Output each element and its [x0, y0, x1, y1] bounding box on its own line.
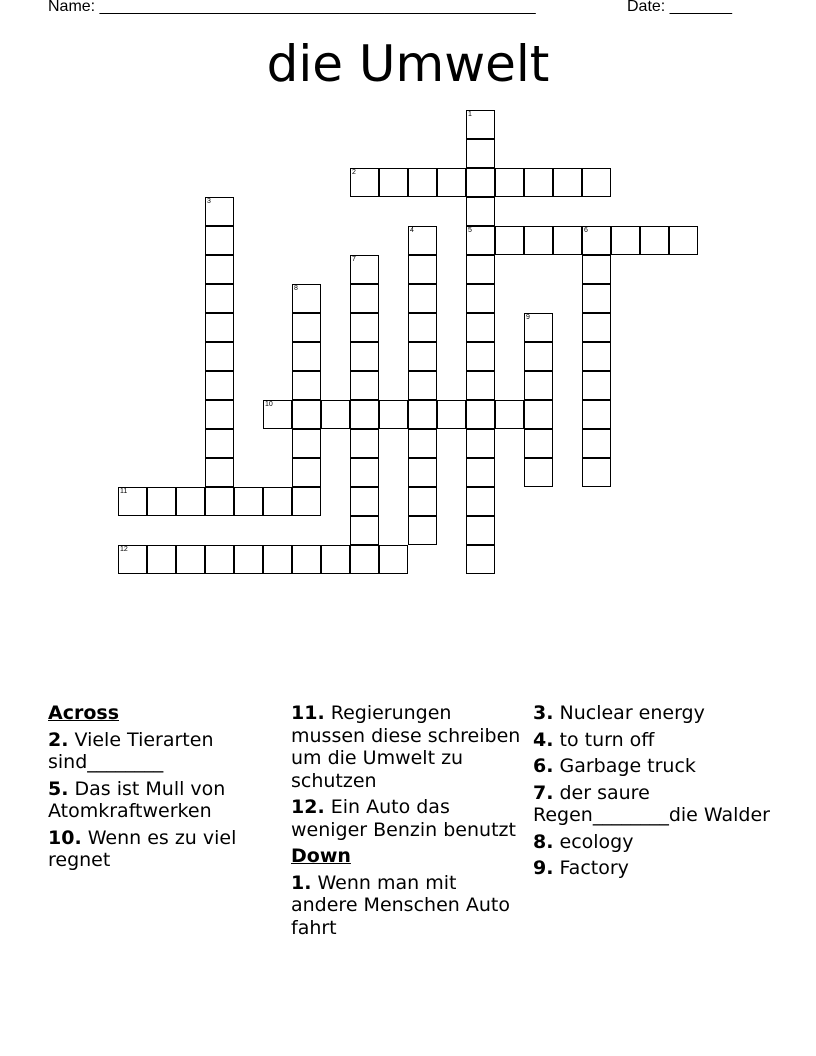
date-field-label: Date: _______ — [627, 0, 732, 15]
grid-cell[interactable] — [466, 458, 495, 487]
grid-cell[interactable] — [350, 313, 379, 342]
grid-cell[interactable] — [466, 110, 495, 139]
grid-cell[interactable] — [118, 487, 147, 516]
clue-across-5 — [48, 778, 278, 823]
across-heading: Across — [48, 702, 120, 724]
grid-cell[interactable] — [466, 313, 495, 342]
grid-cell[interactable] — [408, 487, 437, 516]
grid-cell[interactable] — [350, 429, 379, 458]
down-heading: Down — [291, 845, 351, 867]
clue-down-1 — [291, 872, 527, 940]
clue-text: Ein Auto das weniger Benzin benutzt — [291, 796, 516, 841]
grid-cell[interactable] — [350, 371, 379, 400]
cell-number: 2 — [352, 169, 356, 176]
grid-cell[interactable] — [524, 168, 553, 197]
clue-text: Das ist Mull von Atomkraftwerken — [48, 777, 226, 822]
clue-down-3 — [533, 702, 773, 725]
cell-number: 9 — [526, 314, 530, 321]
grid-cell[interactable] — [234, 487, 263, 516]
clue-text: Regierungen mussen diese schreiben um die Umwelt zu schutzen — [291, 702, 521, 792]
name-field-label: Name: _________________________________________________ — [48, 0, 536, 15]
cell-number: 12 — [120, 546, 128, 553]
grid-cell[interactable] — [408, 429, 437, 458]
grid-cell[interactable] — [524, 429, 553, 458]
grid-cell[interactable] — [466, 400, 495, 429]
grid-cell[interactable] — [176, 487, 205, 516]
clue-number: 7. — [533, 781, 554, 804]
grid-cell[interactable] — [292, 545, 321, 574]
clue-number: 12. — [291, 796, 325, 818]
cell-number: 10 — [265, 401, 273, 408]
grid-cell[interactable] — [379, 545, 408, 574]
grid-cell[interactable] — [582, 255, 611, 284]
clue-column-3 — [533, 702, 773, 884]
grid-cell[interactable] — [524, 400, 553, 429]
grid-cell[interactable] — [234, 545, 263, 574]
grid-cell[interactable] — [408, 168, 437, 197]
grid-cell[interactable] — [205, 545, 234, 574]
grid-cell[interactable] — [350, 516, 379, 545]
grid-cell[interactable] — [582, 429, 611, 458]
grid-cell[interactable] — [350, 400, 379, 429]
grid-cell[interactable] — [466, 487, 495, 516]
grid-cell[interactable] — [350, 458, 379, 487]
grid-cell[interactable] — [408, 400, 437, 429]
grid-cell[interactable] — [466, 342, 495, 371]
grid-cell[interactable] — [292, 458, 321, 487]
grid-cell[interactable] — [408, 313, 437, 342]
grid-cell[interactable] — [466, 284, 495, 313]
grid-cell[interactable] — [263, 545, 292, 574]
grid-cell[interactable] — [408, 342, 437, 371]
grid-cell[interactable] — [292, 313, 321, 342]
clue-number: 1. — [291, 871, 312, 894]
grid-cell[interactable] — [524, 371, 553, 400]
grid-cell[interactable] — [524, 342, 553, 371]
grid-cell[interactable] — [205, 313, 234, 342]
clue-text: der saure Regen________die Walder — [533, 781, 770, 826]
grid-cell[interactable] — [350, 284, 379, 313]
grid-cell[interactable] — [611, 226, 640, 255]
grid-cell[interactable] — [205, 371, 234, 400]
grid-cell[interactable] — [582, 371, 611, 400]
grid-cell[interactable] — [292, 429, 321, 458]
grid-cell[interactable] — [350, 487, 379, 516]
clue-down-9 — [533, 857, 773, 880]
cell-number: 7 — [352, 256, 356, 263]
grid-cell[interactable] — [205, 197, 234, 226]
clue-text: Nuclear energy — [559, 702, 705, 724]
grid-cell[interactable] — [205, 487, 234, 516]
grid-cell[interactable] — [263, 400, 292, 429]
grid-cell[interactable] — [350, 545, 379, 574]
cell-number: 6 — [584, 227, 588, 234]
grid-cell[interactable] — [292, 342, 321, 371]
clue-text: Garbage truck — [559, 755, 696, 777]
grid-cell[interactable] — [292, 284, 321, 313]
clue-down-7 — [533, 782, 773, 827]
grid-cell[interactable] — [553, 226, 582, 255]
grid-cell[interactable] — [205, 429, 234, 458]
grid-cell[interactable] — [408, 255, 437, 284]
clue-number: 2. — [48, 728, 69, 751]
grid-cell[interactable] — [379, 400, 408, 429]
clue-column-2 — [291, 702, 527, 943]
grid-cell[interactable] — [582, 400, 611, 429]
grid-cell[interactable] — [582, 284, 611, 313]
grid-cell[interactable] — [466, 197, 495, 226]
clue-number: 3. — [533, 702, 554, 724]
grid-cell[interactable] — [466, 255, 495, 284]
grid-cell[interactable] — [466, 545, 495, 574]
grid-cell[interactable] — [147, 545, 176, 574]
grid-cell[interactable] — [437, 168, 466, 197]
cell-number: 11 — [120, 488, 128, 495]
grid-cell[interactable] — [292, 400, 321, 429]
clue-down-4 — [533, 729, 773, 752]
clue-down-6 — [533, 755, 773, 778]
grid-cell[interactable] — [292, 371, 321, 400]
grid-cell[interactable] — [524, 458, 553, 487]
clue-number: 9. — [533, 857, 554, 879]
grid-cell[interactable] — [582, 342, 611, 371]
grid-cell[interactable] — [118, 545, 147, 574]
cell-number: 5 — [468, 227, 472, 234]
clue-text: ecology — [559, 830, 634, 853]
page-title: die Umwelt — [266, 35, 550, 93]
clue-across-2 — [48, 729, 278, 774]
clue-text: Wenn man mit andere Menschen Auto fahrt — [291, 871, 510, 939]
grid-cell[interactable] — [205, 400, 234, 429]
clue-number: 11. — [291, 702, 325, 724]
grid-cell[interactable] — [321, 400, 350, 429]
grid-cell[interactable] — [466, 429, 495, 458]
grid-cell[interactable] — [408, 516, 437, 545]
grid-cell[interactable] — [292, 487, 321, 516]
cell-number: 1 — [468, 111, 472, 118]
clue-across-10 — [48, 827, 278, 872]
grid-cell[interactable] — [147, 487, 176, 516]
grid-cell[interactable] — [466, 139, 495, 168]
clue-down-8 — [533, 831, 773, 854]
clue-number: 6. — [533, 755, 554, 777]
grid-cell[interactable] — [350, 255, 379, 284]
grid-cell[interactable] — [466, 168, 495, 197]
grid-cell[interactable] — [321, 545, 350, 574]
grid-cell[interactable] — [379, 168, 408, 197]
grid-cell[interactable] — [582, 226, 611, 255]
cell-number: 4 — [410, 227, 414, 234]
grid-cell[interactable] — [350, 342, 379, 371]
grid-cell[interactable] — [466, 371, 495, 400]
clue-text: Viele Tierarten sind________ — [48, 728, 214, 773]
grid-cell[interactable] — [437, 400, 466, 429]
grid-cell[interactable] — [495, 400, 524, 429]
grid-cell[interactable] — [408, 284, 437, 313]
clue-across-12 — [291, 796, 527, 841]
grid-cell[interactable] — [176, 545, 205, 574]
grid-cell[interactable] — [205, 284, 234, 313]
grid-cell[interactable] — [524, 313, 553, 342]
grid-cell[interactable] — [350, 168, 379, 197]
grid-cell[interactable] — [205, 458, 234, 487]
grid-cell[interactable] — [524, 226, 553, 255]
clue-number: 4. — [533, 728, 554, 751]
clue-number: 10. — [48, 826, 82, 849]
cell-number: 3 — [207, 198, 211, 205]
clue-text: to turn off — [559, 728, 655, 751]
clue-number: 5. — [48, 777, 69, 800]
grid-cell[interactable] — [553, 168, 582, 197]
grid-cell[interactable] — [205, 226, 234, 255]
clue-text: Factory — [559, 857, 629, 879]
grid-cell[interactable] — [466, 226, 495, 255]
grid-cell[interactable] — [408, 226, 437, 255]
grid-cell[interactable] — [263, 487, 292, 516]
grid-cell[interactable] — [495, 168, 524, 197]
grid-cell[interactable] — [669, 226, 698, 255]
grid-cell[interactable] — [582, 458, 611, 487]
grid-cell[interactable] — [408, 371, 437, 400]
clue-number: 8. — [533, 830, 554, 853]
grid-cell[interactable] — [466, 516, 495, 545]
clue-across-11 — [291, 702, 527, 792]
grid-cell[interactable] — [205, 255, 234, 284]
clue-column-1 — [48, 702, 278, 876]
cell-number: 8 — [294, 285, 298, 292]
grid-cell[interactable] — [640, 226, 669, 255]
clue-text: Wenn es zu viel regnet — [48, 826, 237, 871]
grid-cell[interactable] — [582, 313, 611, 342]
grid-cell[interactable] — [495, 226, 524, 255]
grid-cell[interactable] — [408, 458, 437, 487]
grid-cell[interactable] — [582, 168, 611, 197]
grid-cell[interactable] — [205, 342, 234, 371]
